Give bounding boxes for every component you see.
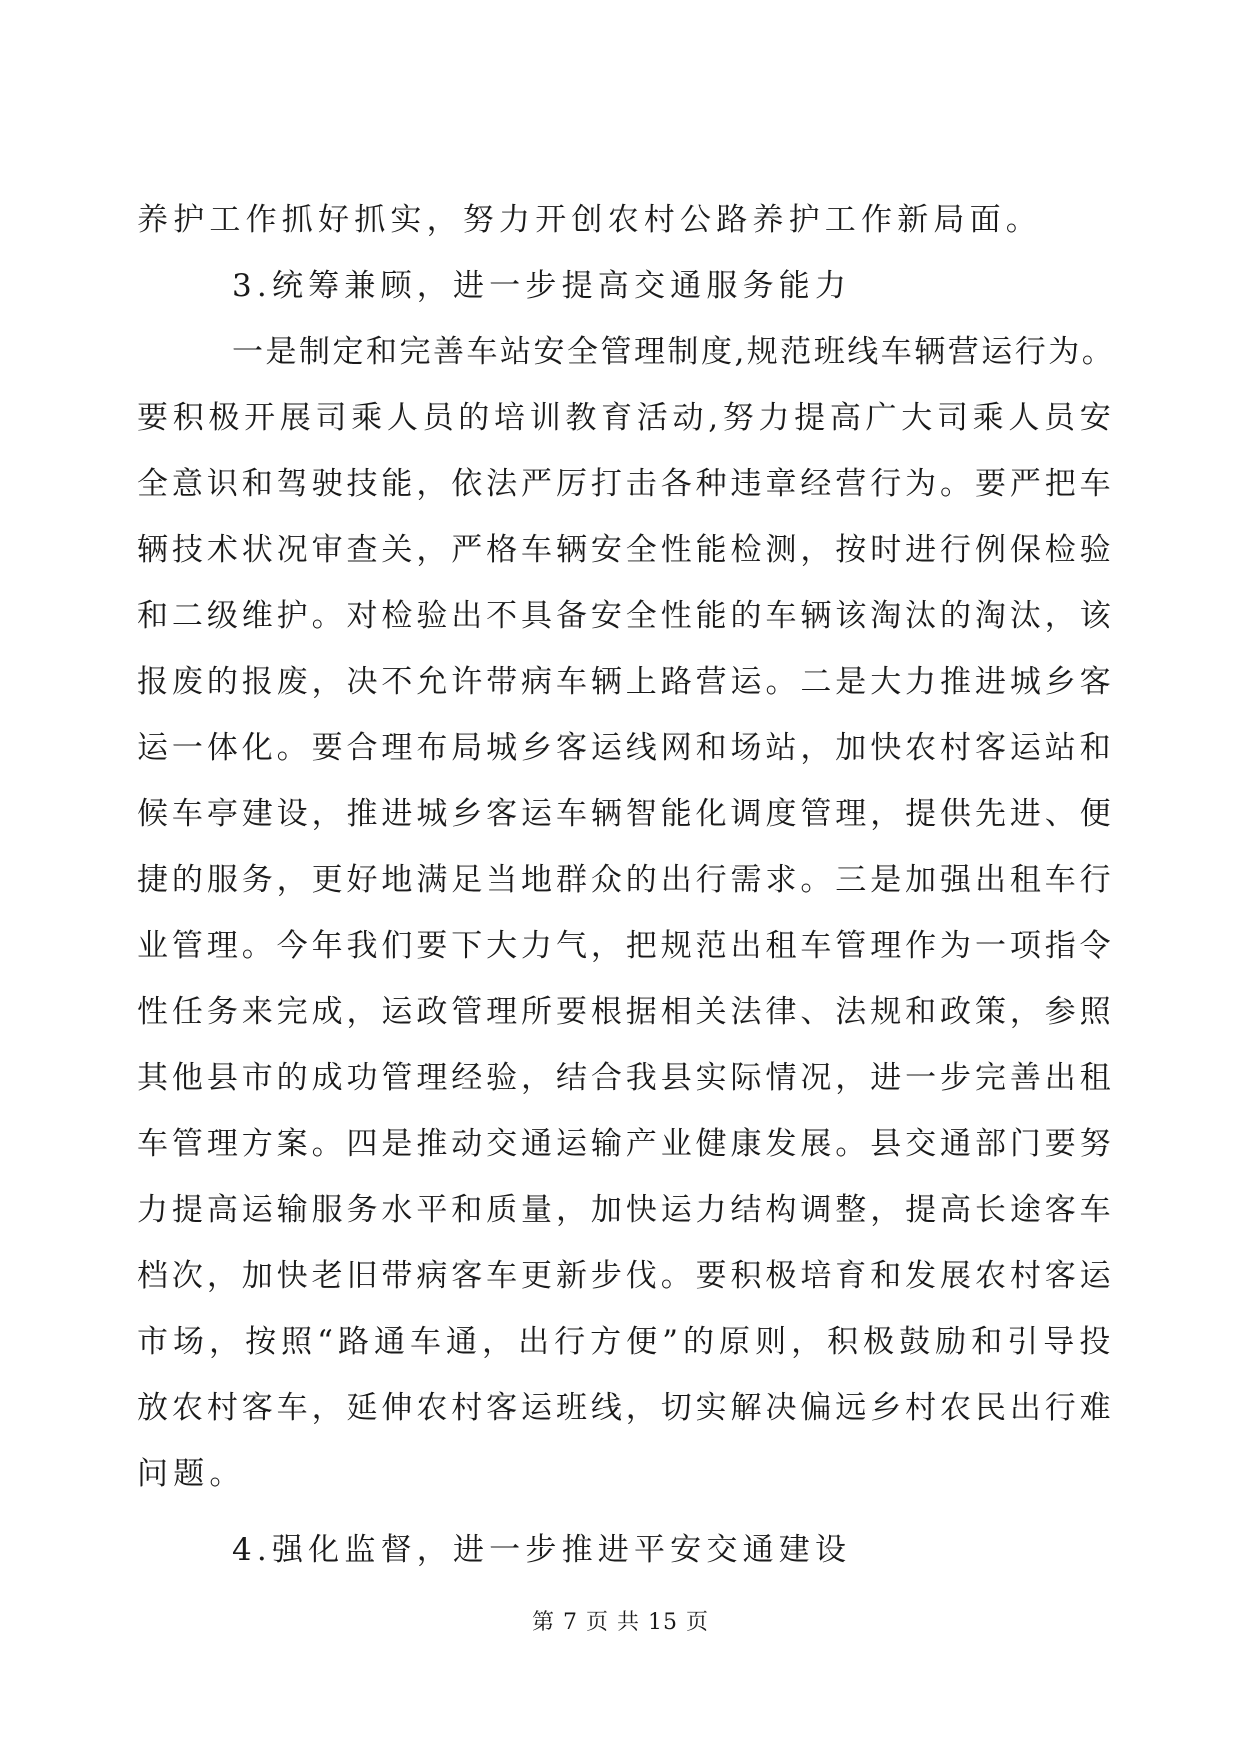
text-line: 运一体化。要合理布局城乡客运线网和场站，加快农村客运站和 <box>137 730 1115 766</box>
text-line: 要积极开展司乘人员的培训教育活动,努力提高广大司乘人员安 <box>137 400 1116 436</box>
section-heading-4: 4.强化监督，进一步推进平安交通建设 <box>232 1532 852 1568</box>
text-line: 档次，加快老旧带病客车更新步伐。要积极培育和发展农村客运 <box>137 1258 1115 1294</box>
text-line: 放农村客车，延伸农村客运班线，切实解决偏远乡村农民出行难 <box>137 1390 1115 1426</box>
text-line: 候车亭建设，推进城乡客运车辆智能化调度管理，提供先进、便 <box>137 796 1115 832</box>
page-footer: 第 7 页 共 15 页 <box>532 1610 709 1635</box>
text-line: 力提高运输服务水平和质量，加快运力结构调整，提高长途客车 <box>137 1192 1115 1228</box>
text-line: 和二级维护。对检验出不具备安全性能的车辆该淘汰的淘汰，该 <box>137 598 1115 634</box>
text-line: 辆技术状况审查关，严格车辆安全性能检测，按时进行例保检验 <box>137 532 1115 568</box>
text-line: 捷的服务，更好地满足当地群众的出行需求。三是加强出租车行 <box>137 862 1115 898</box>
text-line: 业管理。今年我们要下大力气，把规范出租车管理作为一项指令 <box>137 928 1115 964</box>
text-line: 市场，按照“路通车通，出行方便”的原则，积极鼓励和引导投 <box>137 1324 1116 1360</box>
paragraph-first-line: 一是制定和完善车站安全管理制度,规范班线车辆营运行为。 <box>232 334 1116 370</box>
text-line: 车管理方案。四是推动交通运输产业健康发展。县交通部门要努 <box>137 1126 1115 1162</box>
text-line: 性任务来完成，运政管理所要根据相关法律、法规和政策，参照 <box>137 994 1115 1030</box>
text-line: 问题。 <box>137 1456 246 1492</box>
text-line: 全意识和驾驶技能，依法严厉打击各种违章经营行为。要严把车 <box>137 466 1115 502</box>
text-line: 其他县市的成功管理经验，结合我县实际情况，进一步完善出租 <box>137 1060 1115 1096</box>
section-heading-3: 3.统筹兼顾，进一步提高交通服务能力 <box>232 268 852 304</box>
text-line: 报废的报废，决不允许带病车辆上路营运。二是大力推进城乡客 <box>137 664 1115 700</box>
text-line: 养护工作抓好抓实，努力开创农村公路养护工作新局面。 <box>137 202 1042 238</box>
